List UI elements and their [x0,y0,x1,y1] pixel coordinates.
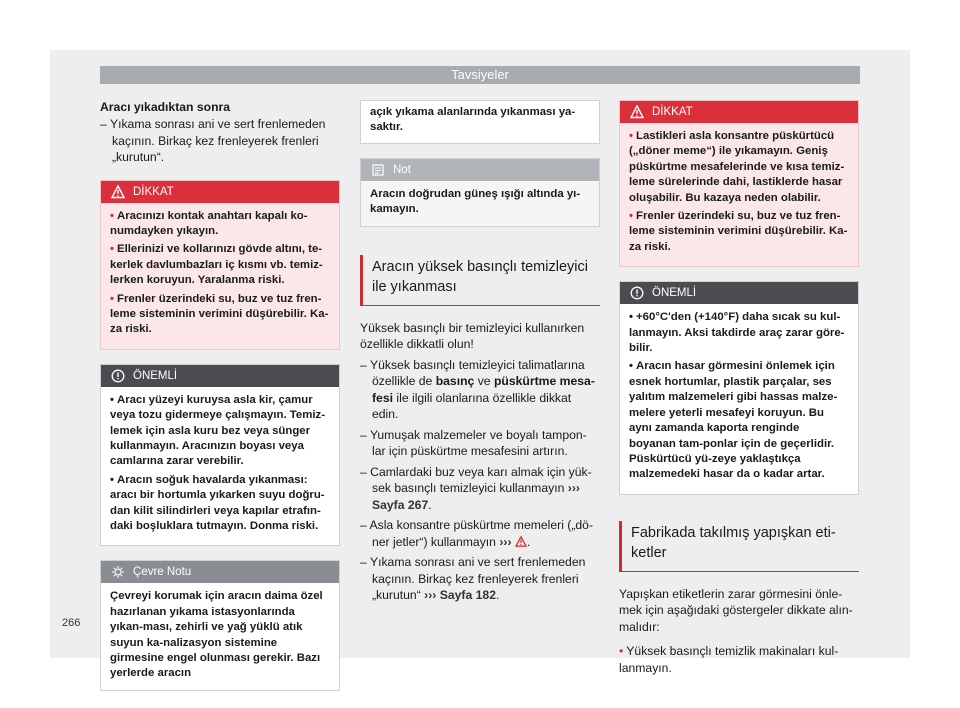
list-item: – Yumuşak malzemeler ve boyalı tampon-lar için püskürtme mesafesini artırın. [360,427,600,460]
section-title-stickers: Fabrikada takılmış yapışkan eti- ketler [619,521,859,572]
note-icon [371,163,385,177]
environment-note-box [100,560,340,690]
note-body [361,181,599,226]
danger-body [620,123,858,266]
page-number: 266 [62,617,81,629]
high-pressure-list [360,357,600,604]
list-item: • Lastikleri asla konsantre püskürtücü („döner meme“) ile yıkamayın. Geniş püskürtme mesafelerinde ve kısa temiz-leme sürelerinde dahi, lastiklerde hasar oluşabilir. Bu kazaya neden olabilir. [629,130,845,204]
warning-triangle-icon [515,536,527,547]
info-circle-icon [630,286,644,300]
list-item: • Frenler üzerindeki su, buz ve tuz fren-leme sisteminin verimini düşürebilir. Ka-za riski. [110,292,329,336]
note-label: Not [393,163,411,176]
important-box [100,364,340,547]
important-body [620,304,858,493]
page-header: Tavsiyeler [100,66,860,84]
important-body [101,387,339,546]
list-item: – Asla konsantre püskürtme memeleri („dö-ner jetler“) kullanmayın ››› . [360,517,600,550]
danger-body [101,203,339,349]
list-item: – Yıkama sonrası ani ve sert frenlemeden kaçının. Birkaç kez frenleyerek frenleri „kurutun“. [100,116,340,166]
list-item: • Aracı yüzeyi kuruysa asla kir, çamur veya tozu gidermeye çalışmayın. Temiz-lemek için asla kuru bez veya sünger kullanmayın. Aracınızın boyası veya camlarına zarar verebilir. [110,393,326,468]
danger-box [619,100,859,267]
page-reference-link[interactable]: ››› Sayfa 267 [372,481,580,512]
list-item: • Aracınızı kontak anahtarı kapalı ko-numdayken yıkayın. [110,209,308,237]
danger-header [101,181,339,203]
column-3 [619,100,859,676]
leaf-icon [111,565,125,579]
env-label: Çevre Notu [133,566,192,579]
danger-header [620,101,858,123]
important-label: ÖNEMLİ [133,369,178,382]
important-header [620,282,858,304]
continued-note-box [360,100,600,144]
list-item: • Aracın soğuk havalarda yıkanması: aracı bir hortumla yıkarken suyu doğru-dan kilit silindirleri veya kapılar etrafın-daki boşluklara tutmayın. Donma riski. [110,473,325,532]
danger-box [100,180,340,350]
warning-triangle-icon [630,105,644,119]
note-header [361,159,599,181]
important-header [101,365,339,387]
env-text: Çevreyi korumak için aracın daima özel hazırlanan yıkama istasyonlarında yıkan-ması, zehirli ve yağ yüklü atık suyun ka-nalizasyon sistemine girmesine engel olunması gerekir. Bazı yerlerde aracın [110,590,323,680]
danger-label: DİKKAT [133,185,174,198]
intro-text: Yapışkan etiketlerin zarar görmesini önle-mek için aşağıdaki göstergeler dikkate alın-malıdır: [619,586,853,634]
warning-triangle-icon [111,185,125,199]
info-circle-icon [111,369,125,383]
list-item: • Aracın hasar görmesini önlemek için esnek hortumlar, plastik parçalar, ses yalıtım malzemeleri gibi hassas malze-melere yeterli mesafeyi koruyun. Bu aynı zamanda kaporta renginde boyanan tam-ponlar için de geçerlidir. Püskürtücü yü-zeye yaklaştıkça malzemedeki hasar da o kadar artar. [629,360,838,481]
note-text: Aracın doğrudan güneş ışığı altında yı-kamayın. [370,187,581,216]
list-item: – Yüksek basınçlı temizleyici talimatlarına özellikle de basınç ve püskürtme mesa-fesi ile ilgili olanlarına özellikle dikkat edin. [360,357,600,423]
continued-text: açık yıkama alanlarında yıkanması ya-saktır. [370,106,576,134]
note-box [360,158,600,227]
column-1 [100,100,340,691]
list-item: • Yüksek basınçlı temizlik makinaları kul-lanmayın. [619,644,839,675]
env-header [101,561,339,583]
intro-text: Yüksek basınçlı bir temizleyici kullanırken özellikle dikkatli olun! [360,320,585,352]
list-item: • Frenler üzerindeki su, buz ve tuz fren-leme sisteminin verimini düşürebilir. Ka-za riski. [629,210,848,253]
list-item: – Yıkama sonrası ani ve sert frenlemeden kaçının. Birkaç kez frenleyerek frenleri „kurutun“ ››› Sayfa 182. [360,554,600,604]
page-reference-link[interactable]: ››› Sayfa 182 [424,588,496,603]
stickers-list [619,643,859,676]
after-wash-list [100,116,340,166]
section-title-high-pressure: Aracın yüksek basınçlı temizleyici ile yıkanması [360,255,600,306]
danger-label: DİKKAT [652,106,693,118]
important-label: ÖNEMLİ [652,287,697,300]
important-box [619,281,859,494]
list-item: • +60°C'den (+140°F) daha sıcak su kul-lanmayın. Aksi takdirde araç zarar göre-bilir. [629,311,845,355]
list-item: – Camlardaki buz veya karı almak için yük-sek basınçlı temizleyici kullanmayın ››› Sayfa 267. [360,464,600,514]
env-body [101,583,339,689]
column-2 [360,100,600,608]
list-item: • Ellerinizi ve kollarınızı gövde altını, te-kerlek davlumbazları iç kısmı vb. temiz-lerken koruyun. Yaralanma riski. [110,243,323,287]
subheading-after-wash: Aracı yıkadıktan sonra [100,100,231,114]
warning-reference-link[interactable]: ››› [499,534,512,549]
